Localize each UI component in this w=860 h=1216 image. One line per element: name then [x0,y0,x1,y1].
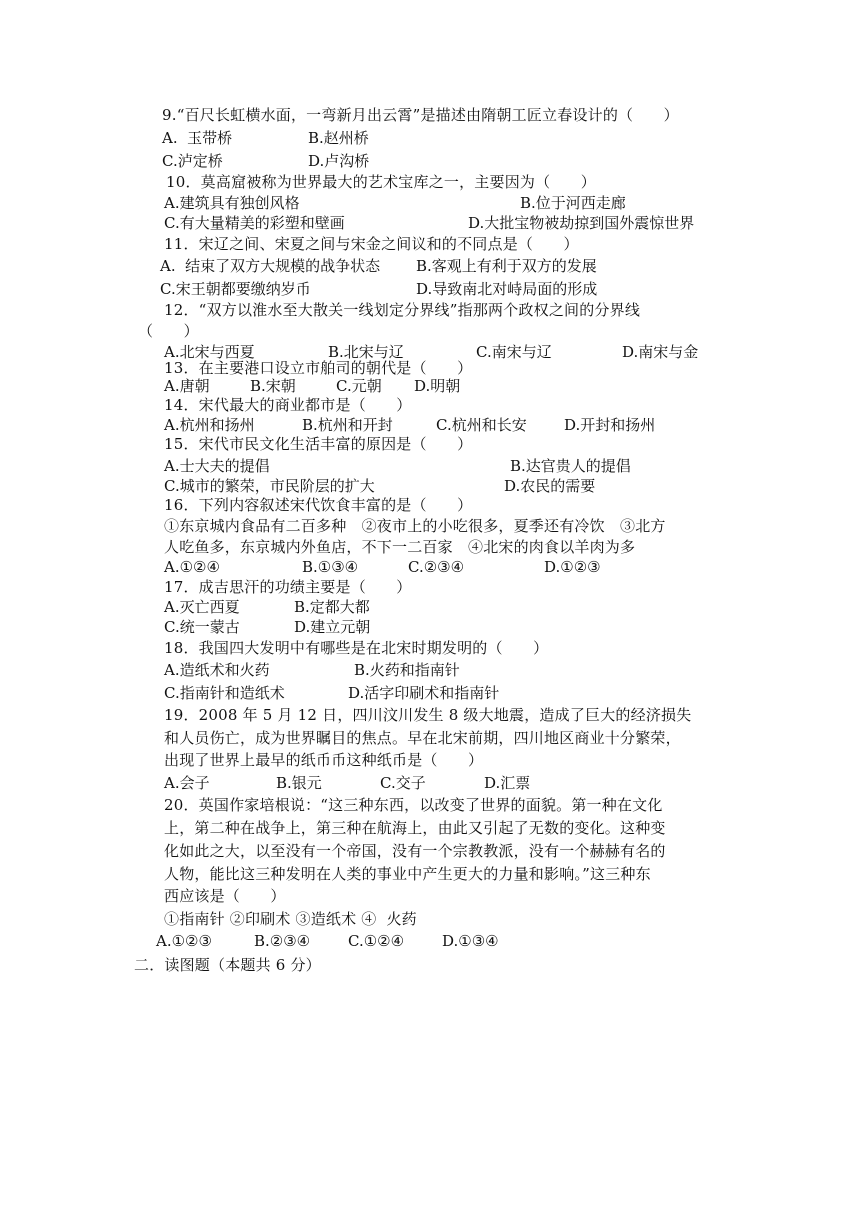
question-12-option-a[interactable]: A.北宋与西夏 [164,343,255,361]
question-19-option-d[interactable]: D.汇票 [484,774,531,792]
question-19-stem-line-2: 和人员伤亡，成为世界瞩目的焦点。早在北宋前期，四川地区商业十分繁荣， [164,729,681,747]
question-9-option-b[interactable]: B.赵州桥 [308,129,369,147]
question-17-stem: 17．成吉思汗的功绩主要是（ ） [164,578,412,596]
question-20-option-c[interactable]: C.①②④ [348,932,405,950]
question-20-stem-line-5: 西应该是（ ） [164,887,286,905]
question-11-stem: 11．宋辽之间、宋夏之间与宋金之间议和的不同点是（ ） [164,235,579,253]
question-13-option-a[interactable]: A.唐朝 [164,377,210,395]
question-14-option-d[interactable]: D.开封和扬州 [564,416,656,434]
question-20-stem-line-4: 人物，能比这三种发明在人类的事业中产生更大的力量和影响。”这三种东 [164,865,651,883]
question-9-option-d[interactable]: D.卢沟桥 [308,152,370,170]
question-17-option-b[interactable]: B.定都大都 [294,598,370,616]
question-13-stem: 13．在主要港口设立市舶司的朝代是（ ） [164,359,473,377]
question-9-option-a[interactable]: A. 玉带桥 [162,129,233,147]
question-20-option-d[interactable]: D.①③④ [442,932,499,950]
question-15-option-d[interactable]: D.农民的需要 [504,477,596,495]
question-9-stem: 9.“百尺长虹横水面，一弯新月出云霄”是描述由隋朝工匠立春设计的（ ） [162,106,679,124]
question-20-stem-line-2: 上，第二种在战争上，第三种在航海上，由此又引起了无数的变化。这种变 [164,819,666,837]
question-19-stem-line-3: 出现了世界上最早的纸币币这种纸币是（ ） [164,751,484,769]
question-12-option-b[interactable]: B.北宋与辽 [328,343,404,361]
question-20-stem-line-1: 20．英国作家培根说：“这三种东西，以改变了世界的面貌。第一种在文化 [164,796,663,814]
question-15-option-c[interactable]: C.城市的繁荣，市民阶层的扩大 [164,477,375,495]
question-16-body-line-2: 人吃鱼多，东京城内外鱼店，不下一二百家 ④北宋的肉食以羊肉为多 [164,538,636,556]
question-12-option-c[interactable]: C.南宋与辽 [476,343,552,361]
question-14-option-a[interactable]: A.杭州和扬州 [164,416,255,434]
question-10-stem: 10．莫高窟被称为世界最大的艺术宝库之一，主要因为（ ） [166,173,596,191]
question-12-stem-line-1: 12．“双方以淮水至大散关一线划定分界线”指那两个政权之间的分界线 [164,301,641,319]
question-10-option-d[interactable]: D.大批宝物被劫掠到国外震惊世界 [468,214,695,232]
question-20-body-line-1: ①指南针 ②印刷术 ③造纸术 ④ 火药 [164,910,417,928]
question-16-body-line-1: ①东京城内食品有二百多种 ②夜市上的小吃很多，夏季还有冷饮 ③北方 [164,517,666,535]
question-19-stem-line-1: 19．2008 年 5 月 12 日，四川汶川发生 8 级大地震，造成了巨大的经济损失 [164,706,692,724]
question-16-option-c[interactable]: C.②③④ [408,558,465,576]
question-18-stem: 18．我国四大发明中有哪些是在北宋时期发明的（ ） [164,639,549,657]
question-20-option-a[interactable]: A.①②③ [156,932,212,950]
question-15-option-b[interactable]: B.达官贵人的提倡 [510,457,631,475]
question-20-option-b[interactable]: B.②③④ [254,932,311,950]
question-11-option-b[interactable]: B.客观上有利于双方的发展 [416,257,597,275]
question-17-option-d[interactable]: D.建立元朝 [294,618,371,636]
question-19-option-c[interactable]: C.交子 [380,774,426,792]
question-14-stem: 14．宋代最大的商业都市是（ ） [164,396,412,414]
question-9-option-c[interactable]: C.泸定桥 [162,152,223,170]
question-16-option-d[interactable]: D.①②③ [544,558,601,576]
question-11-option-c[interactable]: C.宋王朝都要缴纳岁币 [160,280,311,298]
question-18-option-a[interactable]: A.造纸术和火药 [164,661,270,679]
question-10-option-b[interactable]: B.位于河西走廊 [520,194,626,212]
question-10-option-c[interactable]: C.有大量精美的彩塑和壁画 [164,214,345,232]
question-18-option-c[interactable]: C.指南针和造纸术 [164,684,285,702]
question-16-option-b[interactable]: B.①③④ [302,558,359,576]
question-19-option-b[interactable]: B.银元 [276,774,322,792]
question-20-stem-line-3: 化如此之大，以至没有一个帝国，没有一个宗教教派，没有一个赫赫有名的 [164,842,666,860]
question-17-option-c[interactable]: C.统一蒙古 [164,618,240,636]
question-18-option-b[interactable]: B.火药和指南针 [354,661,460,679]
question-12-stem-line-2: （ ） [138,322,199,340]
question-11-option-d[interactable]: D.导致南北对峙局面的形成 [416,280,598,298]
section-two-heading: 二．读图题（本题共 6 分） [134,956,321,974]
question-14-option-b[interactable]: B.杭州和开封 [302,416,393,434]
question-17-option-a[interactable]: A.灭亡西夏 [164,598,240,616]
question-13-option-d[interactable]: D.明朝 [414,377,461,395]
question-19-option-a[interactable]: A.会子 [164,774,210,792]
question-13-option-c[interactable]: C.元朝 [336,377,382,395]
question-18-option-d[interactable]: D.活字印刷术和指南针 [348,684,500,702]
question-15-stem: 15．宋代市民文化生活丰富的原因是（ ） [164,435,473,453]
question-11-option-a[interactable]: A. 结束了双方大规模的战争状态 [160,257,381,275]
question-10-option-a[interactable]: A.建筑具有独创风格 [164,194,300,212]
question-16-stem: 16．下列内容叙述宋代饮食丰富的是（ ） [164,496,473,514]
question-15-option-a[interactable]: A.士大夫的提倡 [164,457,270,475]
question-13-option-b[interactable]: B.宋朝 [250,377,296,395]
question-14-option-c[interactable]: C.杭州和长安 [436,416,527,434]
question-16-option-a[interactable]: A.①②④ [164,558,220,576]
question-12-option-d[interactable]: D.南宋与金 [622,343,699,361]
